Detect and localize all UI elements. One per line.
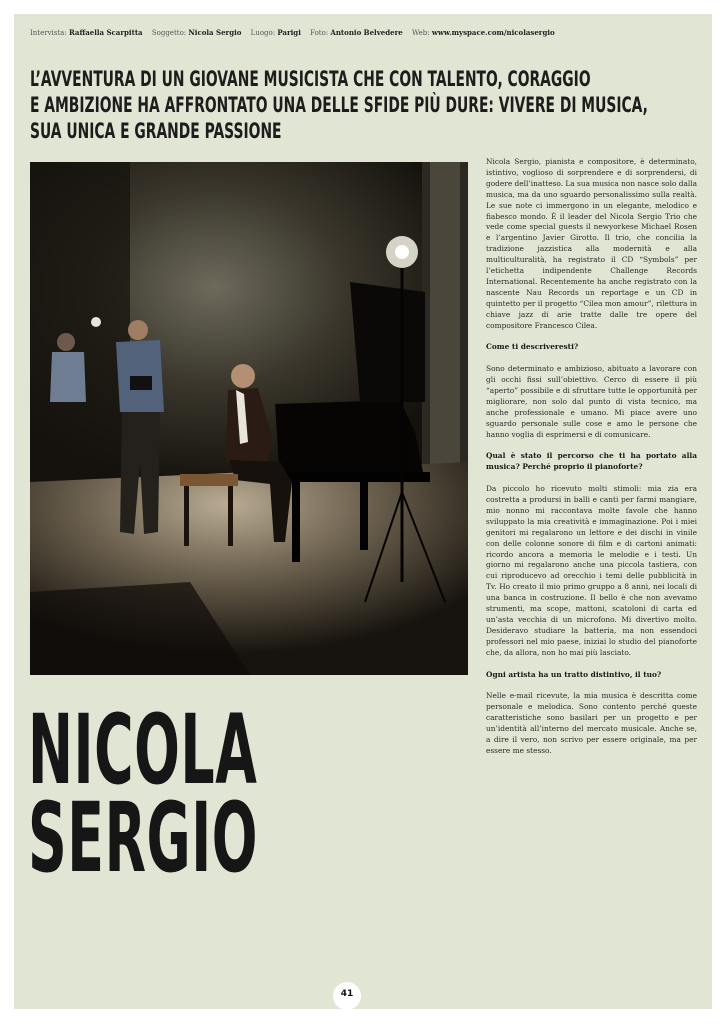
- subject-last-name: SERGIO: [28, 782, 259, 894]
- magazine-page: [14, 14, 712, 1009]
- answer-1: Sono determinato e ambizioso, abituato a lavorare con gli occhi fissi sull’obiettivo. Cerco di essere il più “aperto” possibile e di sfruttare tutte le opportunità per migliorare, non solo dal punto di vista tecnico, ma anche professionale e umano. Mi piace avere uno sguardo personale sulle cose e amo le persone che hanno voglia di esprimersi e di comunicare.: [486, 364, 697, 439]
- answer-2: Da piccolo ho ricevuto molti stimoli: mia zia era costretta a prodursi in balli e canti per farmi mangiare, mio nonno mi raccontava molte favole che hanno sviluppato la mia creatività e immaginazione. Poi i miei genitori mi regalarono un lettore e dei dischi in vinile con delle colonne sonore di film e di cartoni animati: ricordo ancora a memoria le melodie e i testi. Un giorno mi regalarono anche una piccola tastiera, con cui riproducevo ad orecchio i temi delle pubblicità in Tv. Ho creato il mio primo gruppo a 8 anni, nei locali di una banca in costruzione. Il bello è che non avevamo strumenti, ma scope, mattoni, scatoloni di carta ed un’asta vecchia di un microfono. Mi divertivo molto. Desideravo studiare la batteria, ma non essendoci professori nel mio paese, iniziai lo studio del pianoforte che, da allora, non ho mai più lasciato.: [486, 484, 697, 657]
- credit-web-link[interactable]: www.myspace.com/nicolasergio: [431, 28, 555, 37]
- credit-photo: Antonio Belvedere: [330, 28, 403, 37]
- headline-line: SUA UNICA E GRANDE PASSIONE: [30, 119, 282, 143]
- credit-label: Intervista:: [30, 29, 67, 37]
- subject-first-name: NICOLA: [28, 694, 258, 806]
- article-headline: [30, 66, 648, 144]
- headline-line: E AMBIZIONE HA AFFRONTATO UNA DELLE SFIDE PIÙ DURE: VIVERE DI MUSICA,: [30, 93, 648, 117]
- answer-3: Nelle e-mail ricevute, la mia musica è descritta come personale e melodica. Sono contento perché queste caratteristiche sono basilari per un progetto e per un’identità all’interno del mercato musicale. Anche se, a dire il vero, non scrivo per essere originale, ma per essere me stesso.: [486, 691, 697, 755]
- credits-line: [30, 28, 690, 37]
- credit-label: Luogo:: [250, 29, 276, 37]
- credit-label: Soggetto:: [151, 29, 187, 37]
- credit-label: Web:: [411, 29, 430, 37]
- subject-name: [28, 694, 259, 894]
- credit-label: Foto:: [310, 29, 329, 37]
- headline-line: L’AVVENTURA DI UN GIOVANE MUSICISTA CHE CON TALENTO, CORAGGIO: [30, 67, 591, 91]
- credit-subject: Nicola Sergio: [188, 28, 242, 37]
- article-body: [486, 157, 697, 768]
- credit-interviewer: Raffaella Scarpitta: [68, 28, 143, 37]
- article-intro: Nicola Sergio, pianista e compositore, è determinato, istintivo, voglioso di sorprendere e di sorprendersi, di godere dell’inatteso. La sua musica non nasce solo dalla musica, ma da uno sguardo personalissimo sulla realtà. Le sue note ci immergono in un elegante, melodico e fiabesco mondo. È il leader del Nicola Sergio Trio che vede come special guests il newyorkese Michael Rosen e l’argentino Javier Girotto. Il trio, che concilia la tradizione jazzistica alla modernità e alla multiculturalità, ha registrato il CD “Symbols” per l’etichetta indipendente Challenge Records International. Recentemente ha anche registrato con la nascente Nau Records un reportage e un CD in quintetto per il progetto “Cilea mon amour”, rilettura in chiave jazz di arie tratte dalle tre opere del compositore Francesco Cilea.: [486, 157, 697, 330]
- question-3: Ogni artista ha un tratto distintivo, il tuo?: [486, 669, 662, 679]
- question-2: Qual è stato il percorso che ti ha portato alla musica? Perché proprio il pianoforte?: [486, 451, 697, 472]
- credit-place: Parigi: [277, 28, 301, 37]
- pianist-photo: [30, 162, 468, 675]
- page-number: 41: [333, 982, 361, 1010]
- question-1: Come ti descriveresti?: [486, 342, 579, 352]
